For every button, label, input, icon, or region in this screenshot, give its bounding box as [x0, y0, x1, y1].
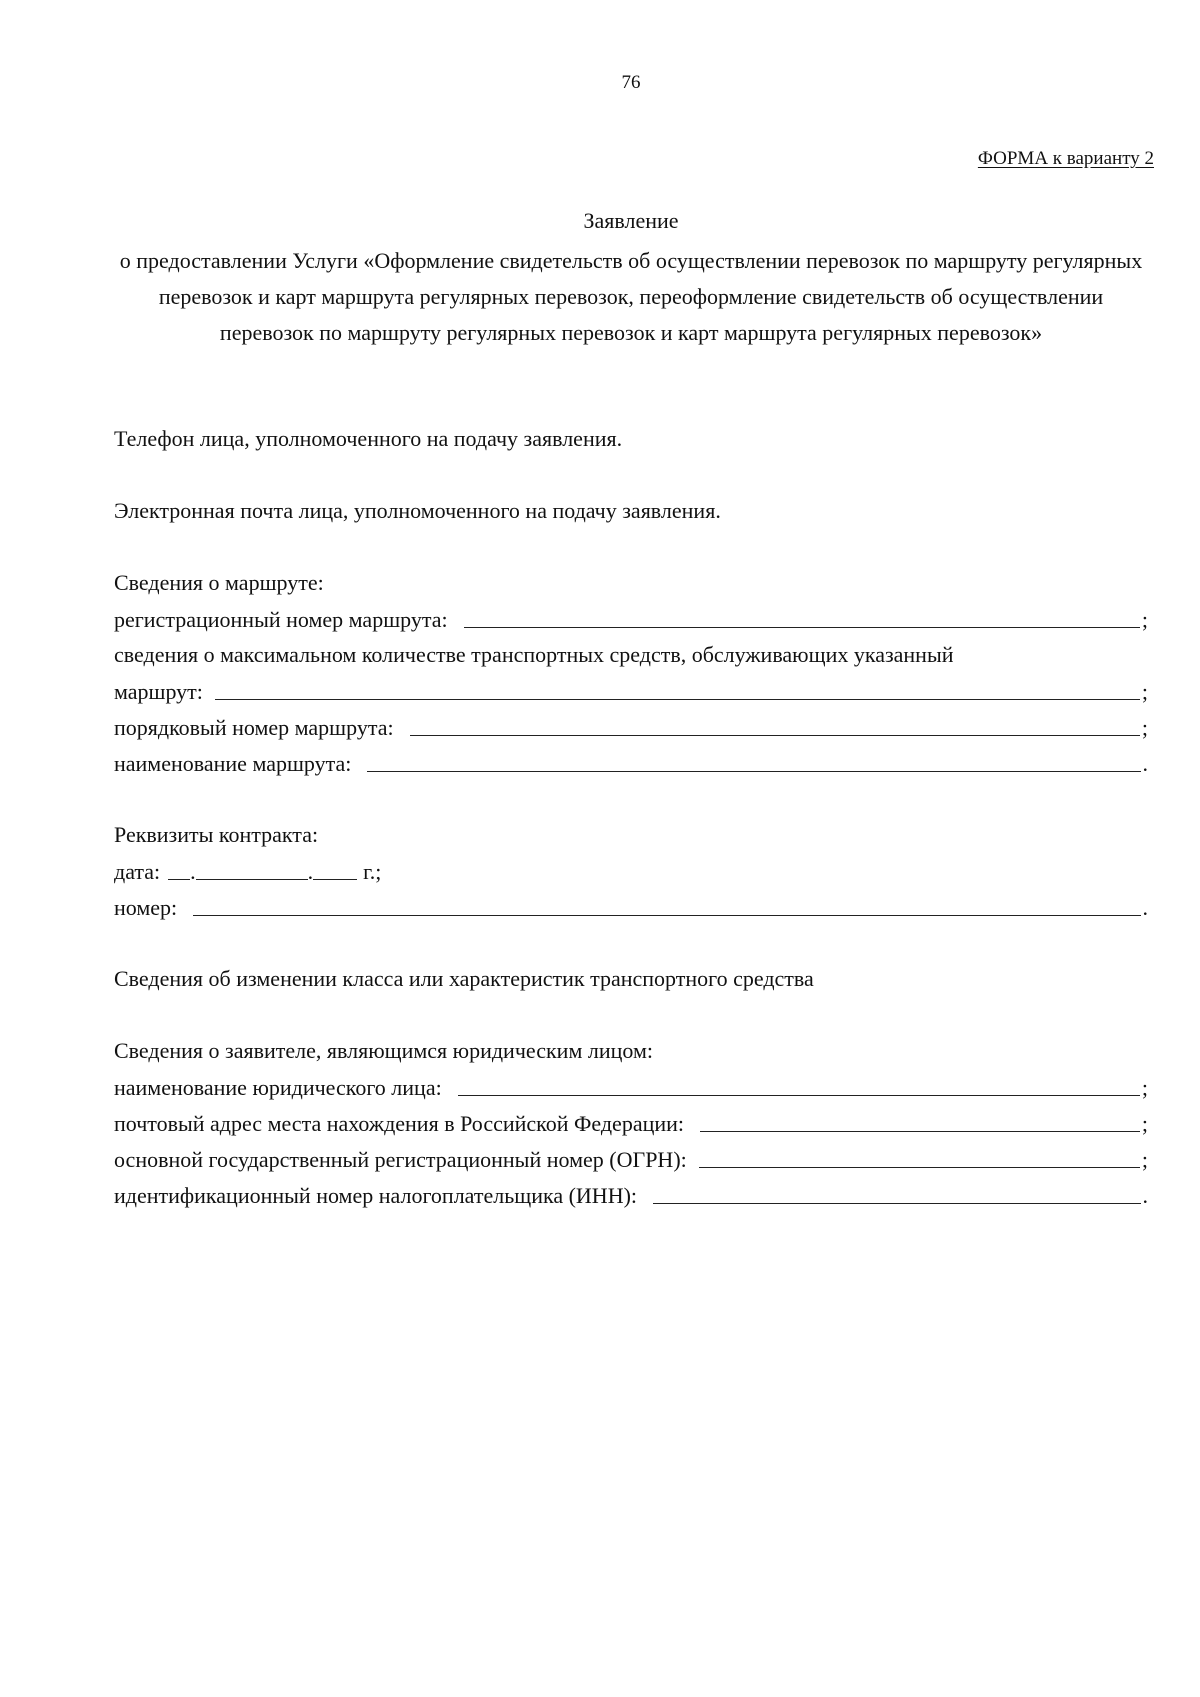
route-reg-number-field[interactable] [464, 607, 1140, 628]
contract-number-row [114, 894, 1148, 930]
route-section-heading [114, 570, 1148, 606]
route-serial-number-field[interactable] [410, 715, 1140, 736]
applicant-ogrn-label: основной государственный регистрационный номер (ОГРН): [114, 1147, 687, 1172]
applicant-name-row [114, 1074, 1148, 1110]
form-tag: ФОРМА к варианту 2 [977, 148, 1154, 169]
phone-label: Телефон лица, уполномоченного на подачу заявления. [114, 426, 623, 451]
vehicle-change-row [114, 966, 1148, 1002]
route-heading: Сведения о маршруте: [114, 570, 324, 595]
applicant-address-row [114, 1110, 1148, 1146]
form-body [114, 426, 1148, 1218]
contract-section-heading [114, 822, 1148, 858]
applicant-address-field[interactable] [700, 1111, 1140, 1132]
route-reg-number-terminator: ; [1141, 607, 1148, 632]
contract-date-dot-1: . [190, 859, 196, 884]
route-max-vehicles-row-1 [114, 642, 1148, 678]
applicant-inn-field[interactable] [653, 1183, 1140, 1204]
contract-date-month-field[interactable] [196, 859, 308, 880]
applicant-name-label: наименование юридического лица: [114, 1075, 442, 1100]
phone-line [114, 426, 1148, 462]
route-serial-number-row [114, 714, 1148, 750]
route-name-field[interactable] [367, 751, 1140, 772]
route-max-vehicles-terminator: ; [1141, 679, 1148, 704]
vehicle-change-label: Сведения об изменении класса или характеристик транспортного средства [114, 966, 814, 991]
route-reg-number-row [114, 606, 1148, 642]
route-name-row [114, 750, 1148, 786]
route-serial-number-label: порядковый номер маршрута: [114, 715, 394, 740]
applicant-inn-row [114, 1182, 1148, 1218]
contract-date-day-field[interactable] [168, 859, 190, 880]
applicant-address-label: почтовый адрес места нахождения в Российской Федерации: [114, 1111, 685, 1136]
applicant-name-field[interactable] [458, 1075, 1140, 1096]
applicant-address-terminator: ; [1141, 1111, 1148, 1136]
contract-number-terminator: . [1142, 895, 1148, 920]
applicant-name-terminator: ; [1141, 1075, 1148, 1100]
route-max-vehicles-row-2 [114, 678, 1148, 714]
route-serial-number-terminator: ; [1141, 715, 1148, 740]
document-subtitle: о предоставлении Услуги «Оформление свидетельств об осуществлении перевозок по маршруту регулярных перевозок и карт маршрута регулярных перевозок, переоформление свидетельств об осуществлении перевозок по маршруту регулярных перевозок и карт маршрута регулярных перевозок» [119, 248, 1143, 346]
contract-number-field[interactable] [193, 895, 1140, 916]
contract-heading: Реквизиты контракта: [114, 822, 319, 847]
page-number: 76 [621, 72, 641, 93]
title-block [114, 208, 1148, 351]
applicant-ogrn-row [114, 1146, 1148, 1182]
route-max-vehicles-field[interactable] [215, 679, 1140, 700]
route-name-label: наименование маршрута: [114, 751, 352, 776]
contract-date-row [114, 858, 1148, 894]
contract-date-dot-2: . [307, 859, 314, 884]
contract-number-label: номер: [114, 895, 178, 920]
route-max-vehicles-label-1: сведения о максимальном количестве транспортных средств, обслуживающих указанный [114, 642, 954, 667]
route-reg-number-label: регистрационный номер маршрута: [114, 607, 448, 632]
email-line [114, 498, 1148, 534]
contract-date-year-suffix: г.; [363, 859, 382, 884]
contract-date-year-field[interactable] [313, 859, 357, 880]
applicant-ogrn-field[interactable] [699, 1147, 1140, 1168]
route-max-vehicles-label-2: маршрут: [114, 679, 203, 704]
contract-date-label: дата: [114, 859, 161, 884]
email-label: Электронная почта лица, уполномоченного на подачу заявления. [114, 498, 721, 523]
document-title: Заявление [583, 208, 679, 233]
applicant-ogrn-terminator: ; [1141, 1147, 1148, 1172]
applicant-heading: Сведения о заявителе, являющимся юридическим лицом: [114, 1038, 653, 1063]
applicant-inn-label: идентификационный номер налогоплательщика (ИНН): [114, 1183, 638, 1208]
applicant-section-heading [114, 1038, 1148, 1074]
applicant-inn-terminator: . [1142, 1183, 1148, 1208]
route-name-terminator: . [1142, 751, 1148, 776]
